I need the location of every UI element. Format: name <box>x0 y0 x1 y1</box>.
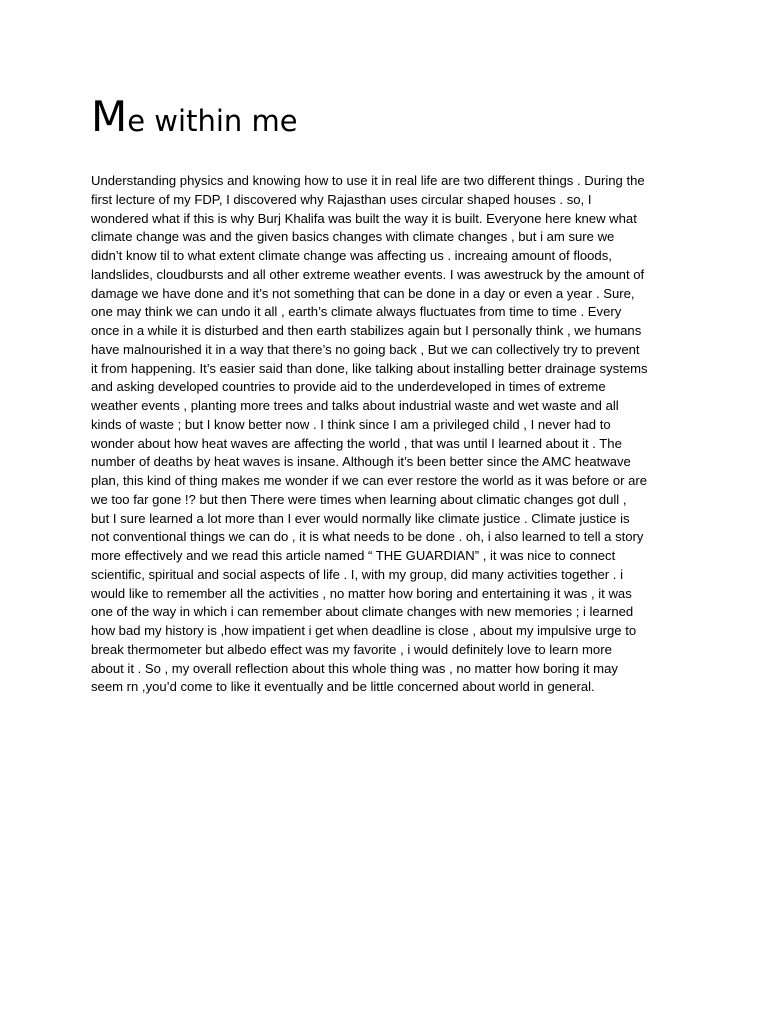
essay-line: first lecture of my FDP, I discovered why Rajasthan uses circular shaped houses . so, I <box>91 191 592 207</box>
essay-line: we too far gone !? but then There were times when learning about climatic changes got dull , <box>91 491 627 507</box>
essay-line: seem rn ,you’d come to like it eventually and be little concerned about world in general. <box>91 679 595 695</box>
essay-line: it from happening. It’s easier said than done, like talking about installing better drainage systems <box>91 360 648 376</box>
essay-line: one may think we can undo it all , earth’s climate always fluctuates from time to time . Every <box>91 304 622 320</box>
title-rest: e within me <box>127 104 298 138</box>
essay-line: climate change was and the given basics changes with climate changes , but i am sure we <box>91 229 615 245</box>
essay-body <box>91 172 648 697</box>
essay-line: would like to remember all the activities , no matter how boring and entertaining it was , it was <box>91 585 632 601</box>
essay-line: weather events , planting more trees and talks about industrial waste and wet waste and all <box>91 398 619 413</box>
essay-line: more effectively and we read this article named “ THE GUARDIAN” , it was nice to connect <box>91 548 616 563</box>
essay-line: landslides, cloudbursts and all other extreme weather events. I was awestruck by the amount of <box>91 266 645 282</box>
essay-line: plan, this kind of thing makes me wonder if we can ever restore the world as it was before or are <box>91 473 648 488</box>
document-title <box>91 92 298 141</box>
essay-line: about it . So , my overall reflection about this whole thing was , no matter how boring it may <box>91 660 618 676</box>
essay-line: Understanding physics and knowing how to use it in real life are two different things . During the <box>91 173 645 188</box>
essay-line: kinds of waste ; but I know better now . I think since I am a privileged child , I never had to <box>91 416 611 432</box>
essay-line: have malnourished it in a way that there’s no going back , But we can collectively try to prevent <box>91 341 640 357</box>
essay-line: damage we have done and it’s not something that can be done in a day or even a year . Sure, <box>91 285 635 301</box>
essay-line: one of the way in which i can remember about climate changes with new memories ; i learned <box>91 604 634 620</box>
essay-line: and asking developed countries to provide aid to the underdeveloped in times of extreme <box>91 379 606 395</box>
essay-line: scientific, spiritual and social aspects of life . I, with my group, did many activities together . i <box>91 566 623 582</box>
essay-line: how bad my history is ,how impatient i get when deadline is close , about my impulsive urge to <box>91 623 637 638</box>
essay-line: number of deaths by heat waves is insane. Although it’s been better since the AMC heatwave <box>91 454 631 470</box>
essay-line: wondered what if this is why Burj Khalifa was built the way it is built. Everyone here knew what <box>91 210 637 226</box>
essay-line: wonder about how heat waves are affecting the world , that was until I learned about it . The <box>91 435 622 451</box>
essay-line: but I sure learned a lot more than I ever would normally like climate justice . Climate justice is <box>91 510 630 526</box>
essay-line: didn’t know til to what extent climate change was affecting us . increaing amount of floods, <box>91 248 612 263</box>
title-initial: M <box>91 92 128 141</box>
essay-line: break thermometer but albedo effect was my favorite , i would definitely love to learn more <box>91 641 612 657</box>
essay-line: once in a while it is disturbed and then earth stabilizes again but I personally think , we humans <box>91 323 642 338</box>
essay-line: not conventional things we can do , it is what needs to be done . oh, i also learned to tell a story <box>91 529 644 545</box>
